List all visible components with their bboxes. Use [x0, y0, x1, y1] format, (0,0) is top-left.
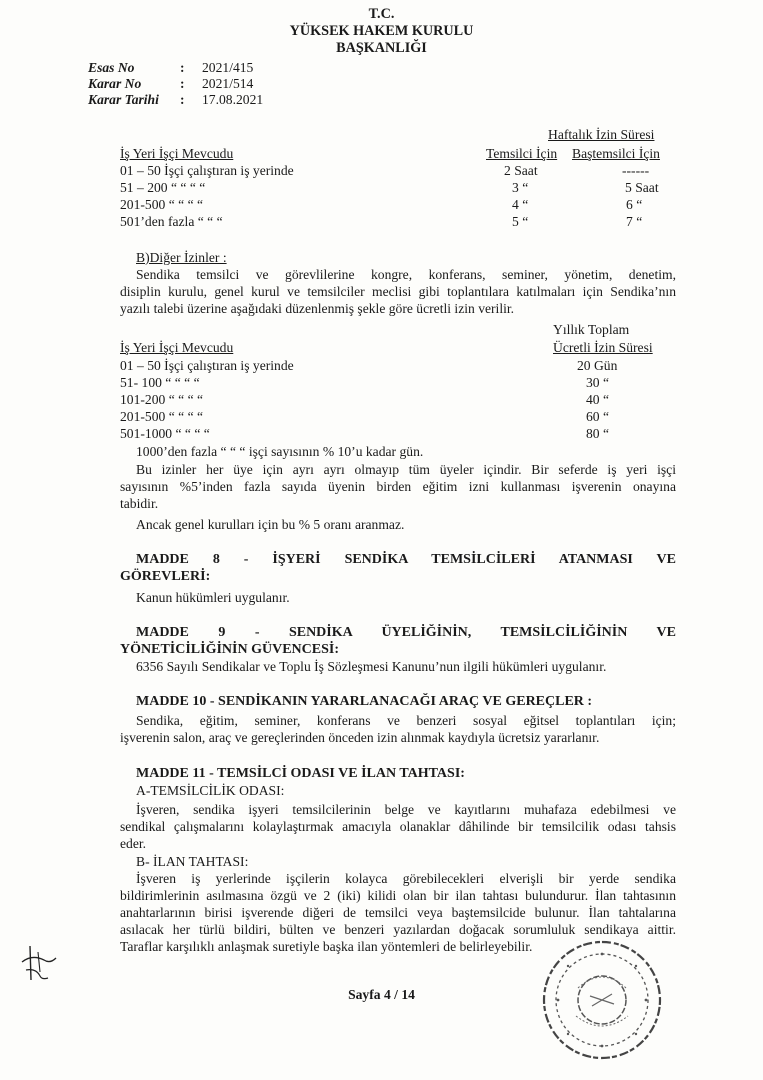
- meta-colon: :: [180, 76, 185, 91]
- madde11-title: MADDE 11 - TEMSİLCİ ODASI VE İLAN TAHTASI:: [136, 766, 465, 781]
- madde9-body: 6356 Sayılı Sendikalar ve Toplu İş Sözleşmesi Kanunu’nun ilgili hükümleri uygulanır.: [136, 659, 607, 674]
- table1-col-rep: Temsilci İçin: [486, 146, 558, 161]
- meta-label: Karar No: [88, 76, 142, 91]
- table-row-rep: 5 “: [512, 214, 529, 229]
- table-row-range: 501’den fazla “ “ “: [120, 214, 223, 229]
- table-row-range: 01 – 50 İşçi çalıştıran iş yerinde: [120, 358, 294, 373]
- table-row-range: 501-1000 “ “ “ “: [120, 426, 210, 441]
- table-row-rep: 2 Saat: [504, 163, 538, 178]
- madde11-b-text: Taraflar karşılıklı anlaşmak suretiyle başka ilan yöntemleri de belirleyebilir.: [120, 939, 533, 954]
- table1-group-header: Haftalık İzin Süresi: [548, 127, 655, 142]
- table-row-days: 40 “: [586, 392, 610, 407]
- section-b-text: disiplin kurulu, genel kurul ve temsilciler meclisi gibi toplantılara katılmaları için Sendika’nın: [120, 284, 676, 299]
- header-institution: YÜKSEK HAKEM KURULU: [289, 23, 474, 39]
- madde11-b-text: bildirimlerinin asılmasına özgü ve 2 (iki) kilidi olan bir ilan tahtası bulundurur. İlan tahtasının: [120, 888, 676, 903]
- table-row-range: 51 – 200 “ “ “ “: [120, 180, 206, 195]
- madde11-b-text: İşveren iş yerlerinde işçilerin kolayca görebilecekleri elverişli bir yerde sendika: [136, 871, 676, 886]
- table1-col-chief: Baştemsilci İçin: [572, 146, 660, 161]
- table-row-days: 80 “: [586, 426, 610, 441]
- madde11-b-text: asılacak her türlü bildiri, bülten ve benzeri yazılardan doğacak sorumluluk sendikaya aittir.: [120, 922, 676, 937]
- madde10-title: MADDE 10 - SENDİKANIN YARARLANACAĞI ARAÇ VE GEREÇLER :: [136, 694, 593, 709]
- table-row-range: 101-200 “ “ “ “: [120, 392, 204, 407]
- table-row-chief: 5 Saat: [625, 180, 659, 195]
- table2-col-workplace: İş Yeri İşçi Mevcudu: [120, 340, 234, 355]
- table-row-days: 30 “: [586, 375, 610, 390]
- madde9-title-cont: YÖNETİCİLİĞİNİN GÜVENCESİ:: [120, 642, 339, 657]
- page-number: Sayfa 4 / 14: [348, 987, 415, 1002]
- table-row-last: 1000’den fazla “ “ “ işçi sayısının % 10’u kadar gün.: [136, 444, 424, 459]
- header-presidency: BAŞKANLIĞI: [336, 40, 427, 56]
- madde9-title: MADDE 9 - SENDİKA ÜYELİĞİNİN, TEMSİLCİLİĞİNİN VE: [136, 625, 676, 640]
- leave-paragraph-text: Bu izinler her üye için ayrı ayrı olmayıp tüm üyeler içindir. Bir seferde iş yeri işçi: [136, 462, 676, 477]
- madde11-a-text: eder.: [120, 836, 147, 851]
- table-row-chief: ------: [622, 163, 650, 178]
- section-b-title: B)Diğer İzinler :: [136, 250, 227, 265]
- meta-colon: :: [180, 60, 185, 75]
- madde11-b-title: B- İLAN TAHTASI:: [136, 854, 249, 869]
- madde11-b-text: anahtarlarının birisi işverende diğeri de temsilci veya baştemsilcide bulunur. İlan tahtalarına: [120, 905, 676, 920]
- table-row-range: 201-500 “ “ “ “: [120, 197, 204, 212]
- meta-value-date: 17.08.2021: [202, 92, 264, 107]
- madde10-body: Sendika, eğitim, seminer, konferans ve benzeri sosyal eğitsel toplantıları için;: [136, 713, 676, 728]
- table-row-range: 201-500 “ “ “ “: [120, 409, 204, 424]
- meta-value-esas: 2021/415: [202, 60, 254, 75]
- leave-paragraph-text: tabidir.: [120, 496, 159, 511]
- header-tc: T.C.: [368, 6, 395, 22]
- meta-value-karar: 2021/514: [202, 76, 254, 91]
- table1-col-workplace: İş Yeri İşçi Mevcudu: [120, 146, 234, 161]
- table-row-range: 01 – 50 İşçi çalıştıran iş yerinde: [120, 163, 294, 178]
- table-row-rep: 4 “: [512, 197, 529, 212]
- meta-label: Esas No: [88, 60, 135, 75]
- table2-header-top: Yıllık Toplam: [553, 322, 630, 337]
- table-row-chief: 6 “: [626, 197, 643, 212]
- section-b-text: Sendika temsilci ve görevlilerine kongre, konferans, seminer, yönetim, denetim,: [136, 267, 676, 282]
- leave-paragraph-text: sayısının %5’inden fazla sayıda üyenin birden eğitim izni kullanması işverenin onayına: [120, 479, 676, 494]
- table-row-range: 51- 100 “ “ “ “: [120, 375, 200, 390]
- handwritten-initial-icon: [18, 940, 60, 984]
- table-row-chief: 7 “: [626, 214, 643, 229]
- official-seal-stamp-icon: [538, 936, 666, 1064]
- madde8-body: Kanun hükümleri uygulanır.: [136, 590, 290, 605]
- general-assembly-note: Ancak genel kurulları için bu % 5 oranı aranmaz.: [136, 517, 405, 532]
- section-b-text: yazılı talebi üzerine aşağıdaki düzenlenmiş şekle göre ücretli izin verilir.: [120, 301, 515, 316]
- table2-header-bottom: Ücretli İzin Süresi: [553, 340, 653, 355]
- madde8-title: MADDE 8 - İŞYERİ SENDİKA TEMSİLCİLERİ ATANMASI VE: [136, 552, 676, 567]
- madde11-a-text: İşveren, sendika işyeri temsilcilerinin belge ve kayıtlarını muhafaza edebilmesi ve: [136, 802, 676, 817]
- madde11-a-text: sendikal çalışmalarını kolaylaştırmak amacıyla olanaklar dâhilinde bir temsilcilik odası tahsis: [120, 819, 676, 834]
- table-row-rep: 3 “: [512, 180, 529, 195]
- meta-colon: :: [180, 92, 185, 107]
- meta-label: Karar Tarihi: [88, 92, 159, 107]
- madde8-title-cont: GÖREVLERİ:: [120, 569, 211, 584]
- madde10-body: işverenin salon, araç ve gereçlerinden önceden izin alınmak kaydıyla ücretsiz yararlanır.: [120, 730, 600, 745]
- table-row-days: 20 Gün: [577, 358, 618, 373]
- madde11-a-title: A-TEMSİLCİLİK ODASI:: [136, 783, 285, 798]
- table-row-days: 60 “: [586, 409, 610, 424]
